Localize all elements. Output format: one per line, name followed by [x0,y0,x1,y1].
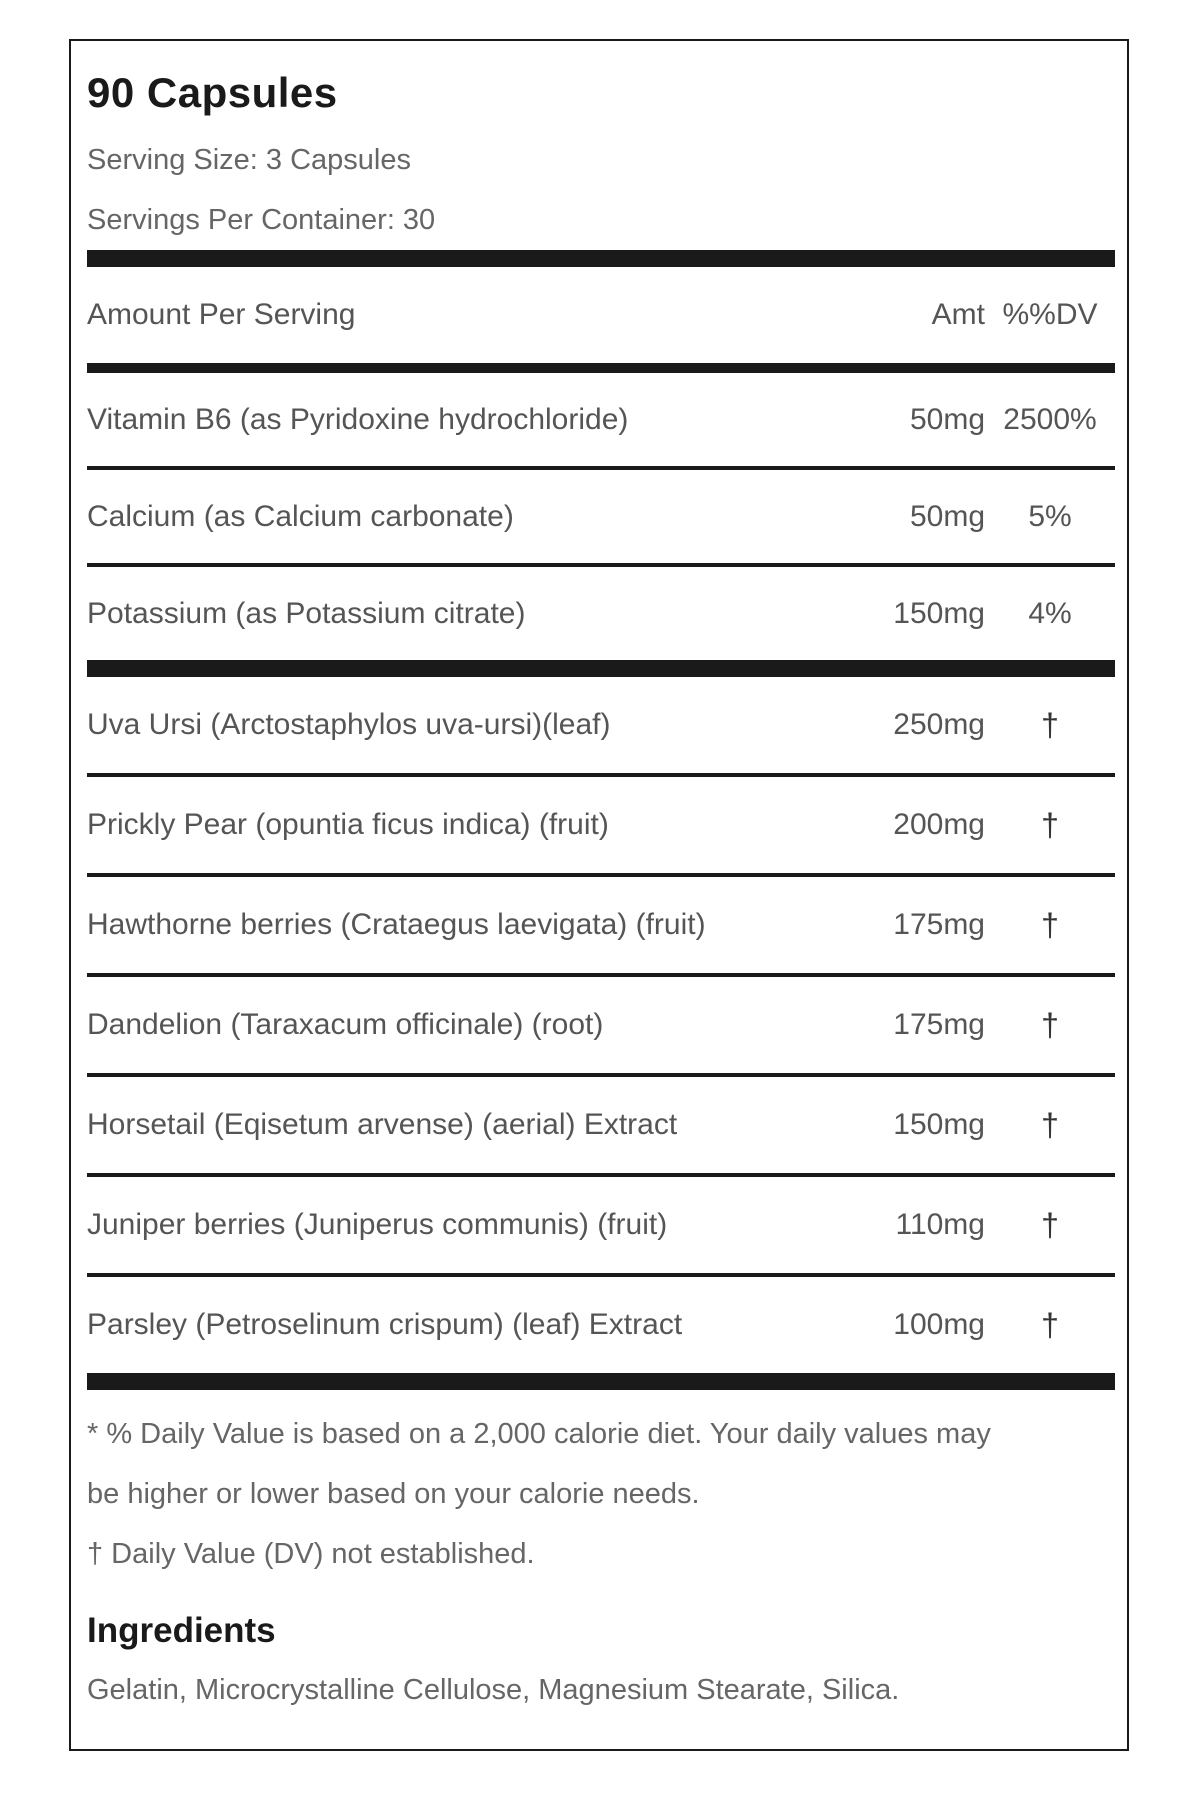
table-row [87,470,1115,563]
servings-per-container: Servings Per Container: 30 [87,204,436,236]
table-row [87,1077,1115,1173]
ingredient-name: Parsley (Petroselinum crispum) (leaf) Extract [87,1308,683,1341]
amount-per-serving-label: Amount Per Serving [87,298,356,331]
table-row [87,977,1115,1073]
nutrient-dv: 4% [1028,596,1072,630]
table-row [87,777,1115,873]
dagger-mark: † [1041,706,1059,743]
dagger-mark: † [1041,1206,1059,1243]
table-row [87,877,1115,973]
nutrient-name: Calcium (as Calcium carbonate) [87,499,514,533]
serving-size: Serving Size: 3 Capsules [87,144,411,176]
supplement-facts-content [87,56,1115,1718]
table-row [87,1277,1115,1373]
daily-value-footnote-line-2: be higher or lower based on your calorie needs. [87,1478,700,1510]
divider-thick [87,1373,1115,1390]
nutrient-amount: 50mg [909,402,985,436]
dagger-mark: † [1041,1006,1059,1043]
nutrient-dv: 5% [1028,499,1072,533]
dagger-mark: † [1041,1106,1059,1143]
divider-thick [87,660,1115,677]
ingredient-name: Uva Ursi (Arctostaphylos uva-ursi)(leaf) [87,708,611,741]
table-header-row [87,267,1115,363]
table-row [87,567,1115,660]
dv-not-established-footnote: † Daily Value (DV) not established. [87,1538,535,1570]
ingredient-name: Dandelion (Taraxacum officinale) (root) [87,1008,604,1041]
ingredient-amount: 175mg [893,908,985,941]
ingredient-name: Hawthorne berries (Crataegus laevigata) (fruit) [87,908,706,941]
nutrient-name: Vitamin B6 (as Pyridoxine hydrochloride) [87,402,629,436]
table-row [87,677,1115,773]
ingredient-amount: 100mg [893,1308,985,1341]
ingredients-heading: Ingredients [87,1611,276,1650]
divider-medium [87,363,1115,373]
ingredient-name: Horsetail (Eqisetum arvense) (aerial) Extract [87,1108,678,1141]
divider-thick [87,250,1115,267]
amt-column-header: Amt [931,298,985,331]
ingredients-list: Gelatin, Microcrystalline Cellulose, Magnesium Stearate, Silica. [87,1674,900,1706]
ingredient-amount: 150mg [893,1108,985,1141]
ingredient-amount: 175mg [893,1008,985,1041]
table-row [87,1177,1115,1273]
nutrient-amount: 50mg [909,499,985,533]
ingredient-name: Juniper berries (Juniperus communis) (fruit) [87,1208,668,1241]
nutrient-amount: 150mg [893,596,985,630]
nutrient-dv: 2500% [1003,402,1097,436]
ingredient-amount: 250mg [893,708,985,741]
ingredient-name: Prickly Pear (opuntia ficus indica) (fruit) [87,808,609,841]
dagger-mark: † [1041,806,1059,843]
dagger-mark: † [1041,906,1059,943]
dagger-mark: † [1041,1306,1059,1343]
dv-column-header: %%DV [1002,298,1098,331]
ingredient-amount: 110mg [895,1208,985,1241]
product-title: 90 Capsules [87,69,338,116]
table-row [87,373,1115,466]
daily-value-footnote-line-1: * % Daily Value is based on a 2,000 calorie diet. Your daily values may [87,1418,991,1450]
nutrient-name: Potassium (as Potassium citrate) [87,596,526,630]
ingredient-amount: 200mg [893,808,985,841]
